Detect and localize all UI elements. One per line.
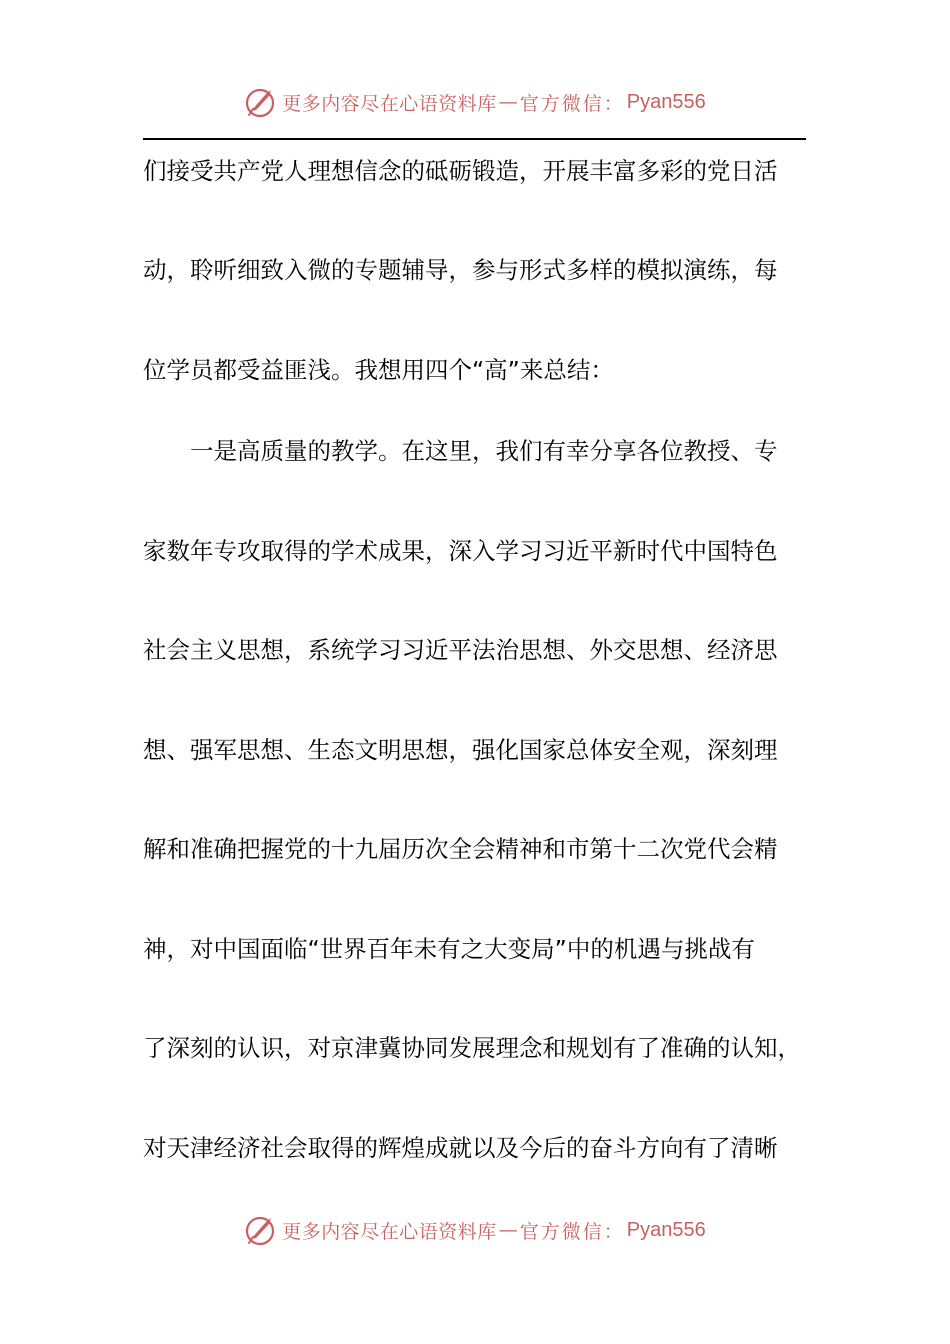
header-banner-text: 更多内容尽在心语资料库 [282,92,497,115]
quill-pen-icon [244,85,278,119]
body-line: 一是高质量的教学。在这里，我们有幸分享各位教授、专 [143,437,778,465]
footer-wechat-id: Pyan556 [626,1218,706,1241]
footer-separator: — [498,1219,518,1241]
body-line: 位学员都受益匪浅。我想用四个“高”来总结： [143,356,614,384]
header-banner [0,82,950,122]
quill-pen-icon [244,1213,278,1247]
header-brand-label: 官方微信： [519,92,625,115]
header-divider [143,138,806,140]
body-line: 社会主义思想，系统学习习近平法治思想、外交思想、经济思 [143,636,778,664]
body-line: 家数年专攻取得的学术成果，深入学习习近平新时代中国特色 [143,537,778,565]
body-line: 对天津经济社会取得的辉煌成就以及今后的奋斗方向有了清晰 [143,1134,778,1162]
body-line: 了深刻的认识，对京津冀协同发展理念和规划有了准确的认知， [143,1034,801,1062]
body-line: 动，聆听细致入微的专题辅导，参与形式多样的模拟演练，每 [143,256,778,284]
footer-banner-text: 更多内容尽在心语资料库 [282,1220,497,1243]
footer-banner [0,1210,950,1250]
body-line: 神，对中国面临“世界百年未有之大变局”中的机遇与挑战有 [143,935,755,963]
footer-brand-label: 官方微信： [519,1220,625,1243]
body-line: 想、强军思想、生态文明思想，强化国家总体安全观，深刻理 [143,736,778,764]
body-line: 解和准确把握党的十九届历次全会精神和市第十二次党代会精 [143,835,778,863]
header-separator: — [498,91,518,113]
header-wechat-id: Pyan556 [626,90,706,113]
body-line: 们接受共产党人理想信念的砥砺锻造，开展丰富多彩的党日活 [143,157,778,185]
